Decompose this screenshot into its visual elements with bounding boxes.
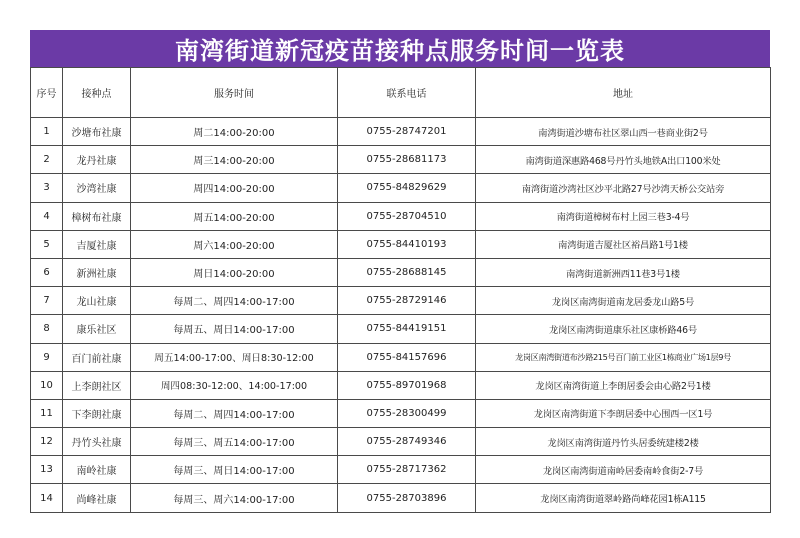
row-site: 百门前社康: [63, 343, 131, 371]
table-row: [31, 146, 771, 174]
schedule-sheet: [30, 30, 770, 513]
row-address: 南湾街道深惠路468号丹竹头地铁A出口100米处: [476, 146, 771, 174]
row-phone: 0755-28688145: [338, 258, 476, 286]
row-no: 14: [31, 484, 63, 512]
row-phone: 0755-28300499: [338, 399, 476, 427]
table-row: [31, 287, 771, 315]
table-row: [31, 484, 771, 512]
row-address: 龙岗区南湾街道南龙居委龙山路5号: [476, 287, 771, 315]
row-address: 南湾街道吉厦社区裕昌路1号1楼: [476, 230, 771, 258]
row-time: 周五14:00-20:00: [131, 202, 338, 230]
row-address: 南湾街道樟树布村上园三巷3-4号: [476, 202, 771, 230]
table-row: [31, 428, 771, 456]
row-phone: 0755-84157696: [338, 343, 476, 371]
header-time: 服务时间: [131, 68, 338, 118]
table-row: [31, 174, 771, 202]
table-row: [31, 258, 771, 286]
table-row: [31, 202, 771, 230]
row-no: 12: [31, 428, 63, 456]
row-phone: 0755-28749346: [338, 428, 476, 456]
row-phone: 0755-28717362: [338, 456, 476, 484]
row-site: 龙山社康: [63, 287, 131, 315]
row-time: 周四08:30-12:00、14:00-17:00: [131, 371, 338, 399]
table-row: [31, 230, 771, 258]
row-time: 每周三、周六14:00-17:00: [131, 484, 338, 512]
row-phone: 0755-84829629: [338, 174, 476, 202]
row-no: 13: [31, 456, 63, 484]
table-row: [31, 343, 771, 371]
row-no: 1: [31, 118, 63, 146]
row-time: 周六14:00-20:00: [131, 230, 338, 258]
row-time: 每周二、周四14:00-17:00: [131, 399, 338, 427]
row-address: 龙岗区南湾街道丹竹头居委统建楼2楼: [476, 428, 771, 456]
row-site: 沙塘布社康: [63, 118, 131, 146]
row-site: 樟树布社康: [63, 202, 131, 230]
row-site: 上李朗社区: [63, 371, 131, 399]
row-no: 7: [31, 287, 63, 315]
row-phone: 0755-28703896: [338, 484, 476, 512]
row-site: 沙湾社康: [63, 174, 131, 202]
row-address: 南湾街道沙湾社区沙平北路27号沙湾天桥公交站旁: [476, 174, 771, 202]
row-site: 南岭社康: [63, 456, 131, 484]
row-no: 2: [31, 146, 63, 174]
table-header-row: [31, 68, 771, 118]
row-site: 尚峰社康: [63, 484, 131, 512]
header-address: 地址: [476, 68, 771, 118]
table-row: [31, 315, 771, 343]
row-no: 4: [31, 202, 63, 230]
schedule-table: [30, 67, 771, 513]
row-no: 3: [31, 174, 63, 202]
row-time: 周五14:00-17:00、周日8:30-12:00: [131, 343, 338, 371]
row-phone: 0755-28747201: [338, 118, 476, 146]
row-no: 10: [31, 371, 63, 399]
row-time: 周三14:00-20:00: [131, 146, 338, 174]
table-row: [31, 118, 771, 146]
row-time: 每周三、周日14:00-17:00: [131, 456, 338, 484]
row-address: 龙岗区南湾街道翠岭路尚峰花园1栋A115: [476, 484, 771, 512]
row-no: 5: [31, 230, 63, 258]
row-no: 11: [31, 399, 63, 427]
row-no: 8: [31, 315, 63, 343]
row-site: 丹竹头社康: [63, 428, 131, 456]
row-phone: 0755-28681173: [338, 146, 476, 174]
row-phone: 0755-28704510: [338, 202, 476, 230]
row-address: 龙岗区南湾街道下李朗居委中心围西一区1号: [476, 399, 771, 427]
row-site: 康乐社区: [63, 315, 131, 343]
table-row: [31, 371, 771, 399]
row-site: 新洲社康: [63, 258, 131, 286]
table-row: [31, 456, 771, 484]
row-time: 每周二、周四14:00-17:00: [131, 287, 338, 315]
row-address: 龙岗区南湾街道康乐社区康桥路46号: [476, 315, 771, 343]
row-address: 龙岗区南湾街道南岭居委南岭食街2-7号: [476, 456, 771, 484]
row-site: 下李朗社康: [63, 399, 131, 427]
row-address: 龙岗区南湾街道布沙路215号百门前工业区1栋商业广场1层9号: [476, 343, 771, 371]
row-phone: 0755-84410193: [338, 230, 476, 258]
row-time: 周四14:00-20:00: [131, 174, 338, 202]
header-site: 接种点: [63, 68, 131, 118]
row-address: 龙岗区南湾街道上李朗居委会由心路2号1楼: [476, 371, 771, 399]
row-site: 吉厦社康: [63, 230, 131, 258]
row-phone: 0755-84419151: [338, 315, 476, 343]
row-phone: 0755-28729146: [338, 287, 476, 315]
header-phone: 联系电话: [338, 68, 476, 118]
page-title: 南湾街道新冠疫苗接种点服务时间一览表: [30, 30, 770, 67]
row-time: 周二14:00-20:00: [131, 118, 338, 146]
table-row: [31, 399, 771, 427]
row-no: 9: [31, 343, 63, 371]
row-address: 南湾街道沙塘布社区翠山西一巷商业街2号: [476, 118, 771, 146]
row-phone: 0755-89701968: [338, 371, 476, 399]
row-time: 周日14:00-20:00: [131, 258, 338, 286]
row-address: 南湾街道新洲西11巷3号1楼: [476, 258, 771, 286]
row-time: 每周三、周五14:00-17:00: [131, 428, 338, 456]
row-no: 6: [31, 258, 63, 286]
header-no: 序号: [31, 68, 63, 118]
row-site: 龙丹社康: [63, 146, 131, 174]
row-time: 每周五、周日14:00-17:00: [131, 315, 338, 343]
